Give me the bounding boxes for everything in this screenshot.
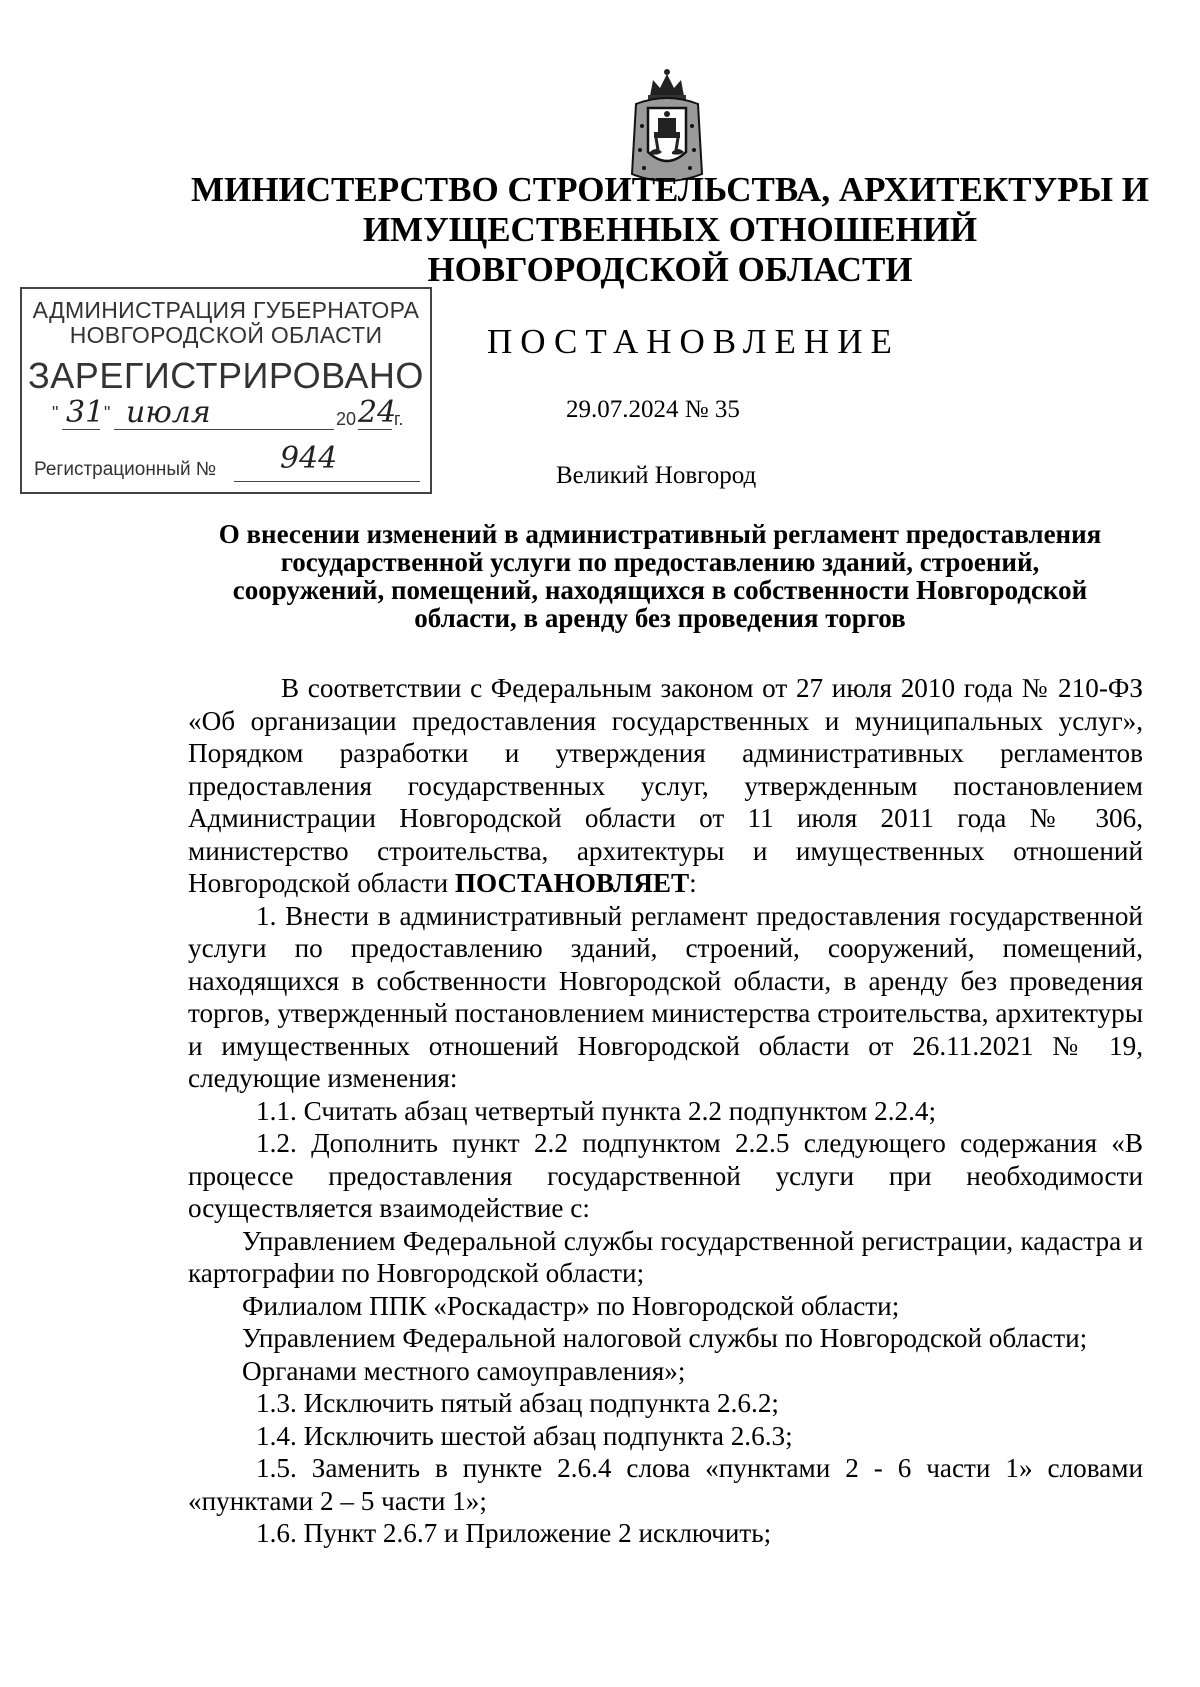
- ministry-header-line3: НОВГОРОДСКОЙ ОБЛАСТИ: [427, 250, 913, 289]
- party-2: Филиалом ППК «Роскадастр» по Новгородской области;: [242, 1290, 900, 1321]
- document-body: [188, 672, 1143, 1550]
- item-1-3: 1.3. Исключить пятый абзац подпункта 2.6.2;: [256, 1388, 779, 1418]
- document-date-number: 29.07.2024 № 35: [566, 396, 740, 423]
- document-subject: [180, 520, 1140, 632]
- party-4: Органами местного самоуправления»;: [242, 1355, 686, 1386]
- ministry-header-line1: МИНИСТЕРСТВО СТРОИТЕЛЬСТВА, АРХИТЕКТУРЫ И: [191, 170, 1149, 209]
- item-1-1: 1.1. Считать абзац четвертый пункта 2.2 подпунктом 2.2.4;: [256, 1095, 937, 1126]
- item-1-6: 1.6. Пункт 2.6.7 и Приложение 2 исключить;: [256, 1518, 772, 1548]
- stamp-year-prefix: 20: [336, 409, 357, 429]
- stamp-reg-label: Регистрационный №: [34, 459, 217, 480]
- subject-line4: области, в аренду без проведения торгов: [414, 603, 906, 633]
- item-1-2: 1.2. Дополнить пункт 2.2 подпунктом 2.2.5 следующего содержания «В процессе предоставления государственной услуги при необходимости осуществляется взаимодействие с:: [188, 1128, 1143, 1223]
- stamp-month: июля: [126, 395, 211, 430]
- stamp-year-suffix: 24: [358, 395, 397, 430]
- stamp-status: ЗАРЕГИСТРИРОВАНО: [28, 355, 424, 396]
- stamp-org-line2: НОВГОРОДСКОЙ ОБЛАСТИ: [69, 322, 383, 348]
- item-1-4: 1.4. Исключить шестой абзац подпункта 2.6.3;: [256, 1420, 793, 1451]
- subject-line1: О внесении изменений в административный регламент предоставления: [218, 519, 1102, 549]
- stamp-date-row: " 31 " июля 20 24 г.: [52, 395, 404, 430]
- party-3: Управлением Федеральной налоговой службы по Новгородской области;: [242, 1323, 1088, 1353]
- item-1: 1. Внести в административный регламент предоставления государственной услуги по предоставлению зданий, строений, сооружений, помещений, находящихся в собственности Новгородской области, в аренду без проведения торгов, утвержденный постановлением министерства строительства, архитектуры и имущественных отношений Новгородской области от 26.11.2021 № 19, следующие изменения:: [188, 900, 1143, 1093]
- preamble-text: В соответствии с Федеральным законом от 27 июля 2010 года № 210-ФЗ «Об организации предоставления государственных и муниципальных услуг», Порядком разработки и утверждения административных регламентов предоставления государственных услуг, утвержденным постановлением Администрации Новгородской области от 11 июля 2011 года № 306, министерство строительства, архитектуры и имущественных отношений Новгородской области: [188, 673, 1143, 898]
- stamp-org-line1: АДМИНИСТРАЦИЯ ГУБЕРНАТОРА: [32, 297, 420, 323]
- stamp-reg-number: 944: [280, 441, 338, 476]
- ministry-header: [0, 170, 1200, 290]
- coat-of-arms-emblem: [626, 66, 708, 186]
- registration-stamp: [20, 287, 432, 494]
- stamp-number-row: [34, 441, 424, 485]
- decree-word: ПОСТАНОВЛЯЕТ: [454, 868, 690, 898]
- party-1: Управлением Федеральной службы государственной регистрации, кадастра и картографии по Новгородской области;: [188, 1225, 1143, 1288]
- ministry-header-line2: ИМУЩЕСТВЕННЫХ ОТНОШЕНИЙ: [362, 210, 978, 249]
- document-city: Великий Новгород: [556, 462, 757, 489]
- subject-line3: сооружений, помещений, находящихся в собственности Новгородской: [232, 575, 1088, 605]
- stamp-day: 31: [66, 395, 105, 430]
- preamble-paragraph: [188, 672, 1143, 900]
- document-type: ПОСТАНОВЛЕНИЕ: [487, 322, 900, 361]
- stamp-year-mark: г.: [394, 409, 404, 429]
- decree-colon: :: [689, 868, 697, 898]
- subject-line2: государственной услуги по предоставлению зданий, строений,: [280, 547, 1040, 577]
- item-1-5: 1.5. Заменить в пункте 2.6.4 слова «пунктами 2 - 6 части 1» словами «пунктами 2 – 5 части 1»;: [188, 1453, 1143, 1516]
